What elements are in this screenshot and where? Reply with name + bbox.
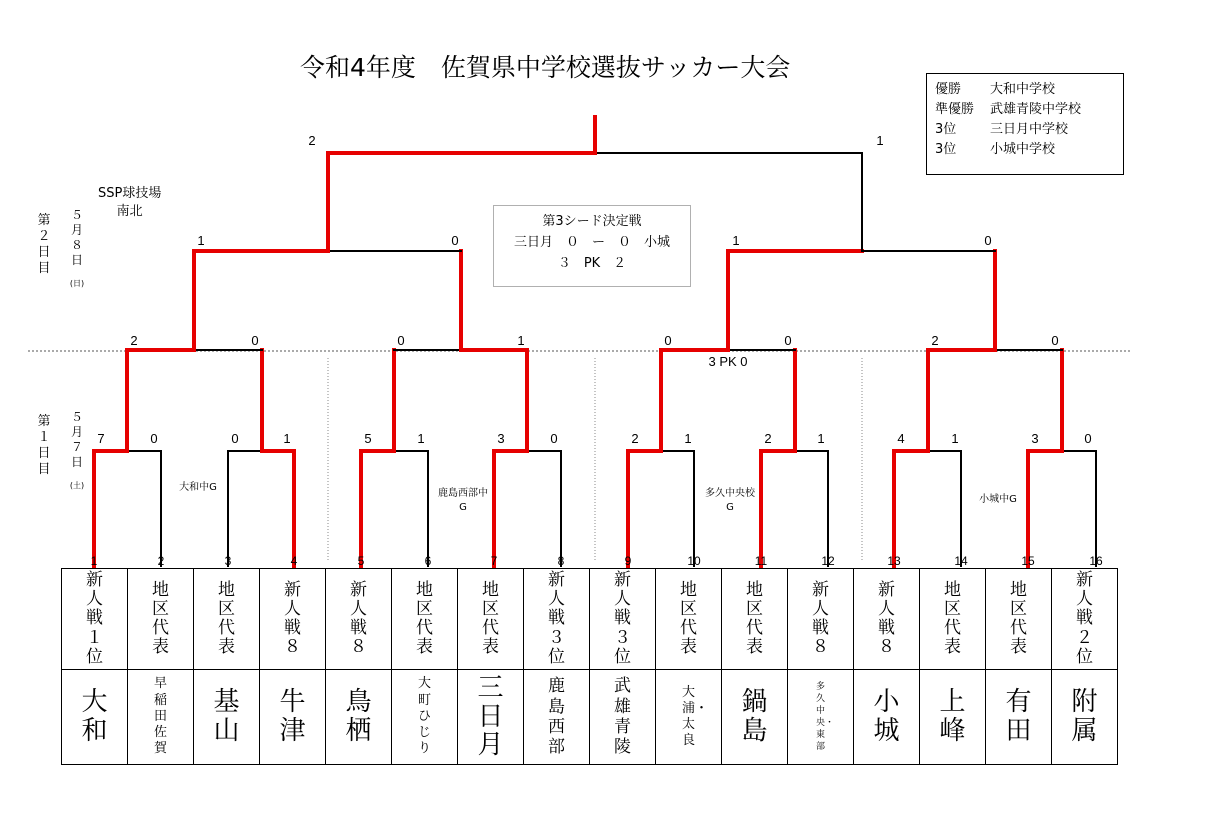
team-name	[458, 670, 524, 765]
team-name	[722, 670, 788, 765]
team-category	[458, 569, 524, 670]
score-round1: 1	[417, 431, 425, 446]
team-name-row	[62, 670, 1118, 765]
slot-number: 10	[687, 554, 701, 568]
result-row: 3位 小城中学校	[935, 142, 1056, 157]
team-name	[788, 670, 854, 765]
team-category-text: 地区代表	[944, 579, 961, 658]
score-round1: 1	[951, 431, 959, 446]
score-quarter: 2	[931, 333, 939, 348]
team-category-text: 地区代表	[152, 579, 169, 658]
team-name-text: 鳥栖	[345, 687, 372, 746]
team-name-text: 武雄青陵	[614, 676, 631, 758]
result-row: 準優勝 武雄青陵中学校	[935, 102, 1082, 117]
team-name	[260, 670, 326, 765]
team-name	[194, 670, 260, 765]
score-quarter: 2	[130, 333, 138, 348]
score-quarter: 0	[1051, 333, 1059, 348]
team-name-text: 三日月	[477, 673, 504, 761]
score-round1: 0	[1084, 431, 1092, 446]
team-name-text: 大和	[81, 687, 108, 746]
group-b-label: 鹿島西部中 G	[438, 488, 488, 513]
slot-number: 11	[754, 554, 768, 568]
page-title: 令和4年度 佐賀県中学校選抜サッカー大会	[300, 53, 791, 82]
team-category	[194, 569, 260, 670]
score-round1: 3	[1031, 431, 1039, 446]
slot-number: 7	[490, 554, 498, 568]
team-name-text: 牛津	[279, 687, 306, 746]
team-category-text: 新人戦８	[812, 579, 829, 658]
team-category-text: 地区代表	[218, 579, 235, 658]
team-name	[854, 670, 920, 765]
team-name	[1052, 670, 1118, 765]
score-round1: 2	[631, 431, 639, 446]
team-name	[590, 670, 656, 765]
score-round1: 7	[97, 431, 105, 446]
group-c-label: 多久中央校 G	[705, 488, 755, 513]
score-round1: 0	[150, 431, 158, 446]
day2-date: ５月８日	[70, 208, 83, 267]
team-name	[128, 670, 194, 765]
score-round1: 4	[897, 431, 905, 446]
team-category	[392, 569, 458, 670]
score-semi: 0	[451, 233, 459, 248]
slot-number: 14	[954, 554, 968, 568]
slot-number: 9	[624, 554, 632, 568]
slot-number: 15	[1021, 554, 1035, 568]
third-seed-score: 三日月 ０ ー ０ 小城	[513, 235, 670, 250]
slot-number: 3	[224, 554, 232, 568]
score-round1: 1	[283, 431, 291, 446]
score-quarter: 0	[784, 333, 792, 348]
slot-number: 1	[90, 554, 98, 568]
day1-dow: (土)	[69, 481, 85, 490]
category-row	[62, 569, 1118, 670]
day1-label: 第１日目	[37, 414, 51, 477]
score-round1: 0	[231, 431, 239, 446]
group-d-label: 小城中G	[979, 494, 1017, 505]
team-category	[128, 569, 194, 670]
team-category	[1052, 569, 1118, 670]
team-category	[326, 569, 392, 670]
slot-number: 6	[424, 554, 432, 568]
third-seed-pk: ３ PK ２	[557, 256, 627, 271]
team-category-text: 新人戦３位	[614, 570, 631, 667]
score-round1: 3	[497, 431, 505, 446]
team-category-text: 新人戦８	[284, 579, 301, 658]
team-category-text: 新人戦３位	[548, 570, 565, 667]
team-name-text: 多久中央・東部	[816, 681, 835, 753]
teams-table	[61, 568, 1118, 765]
team-name-text: 上峰	[939, 687, 966, 746]
team-category	[986, 569, 1052, 670]
score-semi: 0	[984, 233, 992, 248]
team-category	[656, 569, 722, 670]
score-final: 2	[308, 133, 316, 148]
team-name	[986, 670, 1052, 765]
team-category-text: 新人戦８	[350, 579, 367, 658]
team-category	[590, 569, 656, 670]
team-category-text: 地区代表	[482, 579, 499, 658]
team-name-text: 鹿島西部	[548, 676, 565, 758]
team-name	[524, 670, 590, 765]
team-category	[722, 569, 788, 670]
team-category	[260, 569, 326, 670]
team-name	[392, 670, 458, 765]
team-category-text: 新人戦２位	[1076, 570, 1093, 667]
team-category	[788, 569, 854, 670]
team-name-text: 大浦・太良	[682, 684, 709, 749]
team-name	[62, 670, 128, 765]
slot-number: 12	[821, 554, 835, 568]
team-name	[920, 670, 986, 765]
team-name-text: 基山	[213, 687, 240, 746]
team-name-text: 有田	[1005, 687, 1032, 746]
score-semi: 1	[732, 233, 740, 248]
group-a-label: 大和中G	[179, 482, 217, 493]
team-name-text: 附属	[1071, 687, 1098, 746]
team-name-text: 大町ひじり	[418, 676, 432, 757]
slot-number: 13	[887, 554, 901, 568]
team-name-text: 鍋島	[741, 687, 768, 746]
team-name-text: 早稲田佐賀	[154, 676, 168, 757]
day1-date: ５月７日	[70, 410, 83, 469]
score-quarter: 1	[517, 333, 525, 348]
day2-label: 第２日目	[37, 213, 51, 276]
score-quarter: 0	[251, 333, 259, 348]
team-category-text: 地区代表	[746, 579, 763, 658]
score-final: 1	[876, 133, 884, 148]
team-category-text: 新人戦１位	[86, 570, 103, 667]
score-quarter: 0	[397, 333, 405, 348]
slot-number: 16	[1089, 554, 1103, 568]
team-category-text: 地区代表	[1010, 579, 1027, 658]
team-name	[656, 670, 722, 765]
team-category-text: 新人戦８	[878, 579, 895, 658]
venue-label: SSP球技場 南北	[98, 186, 162, 219]
score-round1: 1	[817, 431, 825, 446]
team-category	[524, 569, 590, 670]
score-round1: 1	[684, 431, 692, 446]
day2-dow: (日)	[69, 279, 85, 288]
slot-number: 4	[290, 554, 298, 568]
slot-number: 2	[157, 554, 165, 568]
result-row: 3位 三日月中学校	[935, 122, 1069, 137]
third-seed-title: 第3シード決定戦	[542, 214, 642, 229]
team-category	[920, 569, 986, 670]
team-category-text: 地区代表	[416, 579, 433, 658]
slot-number: 8	[557, 554, 565, 568]
score-semi: 1	[197, 233, 205, 248]
score-round1: 2	[764, 431, 772, 446]
score-round1: 5	[364, 431, 372, 446]
slot-number: 5	[357, 554, 365, 568]
pk-note: 3 PK 0	[708, 354, 748, 369]
score-quarter: 0	[664, 333, 672, 348]
team-name	[326, 670, 392, 765]
team-category	[62, 569, 128, 670]
score-round1: 0	[550, 431, 558, 446]
team-name-text: 小城	[873, 687, 900, 746]
team-category-text: 地区代表	[680, 579, 697, 658]
team-category	[854, 569, 920, 670]
result-row: 優勝 大和中学校	[935, 82, 1056, 97]
